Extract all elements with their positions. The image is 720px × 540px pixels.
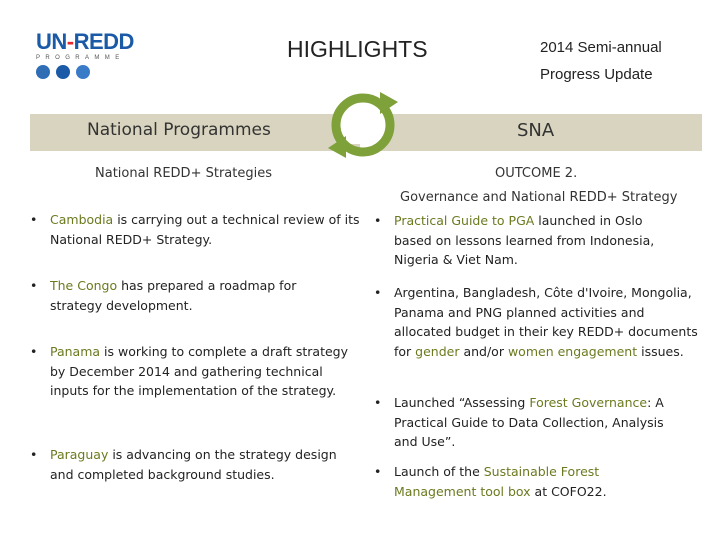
bullet-highlight: Practical Guide to PGA xyxy=(394,213,535,228)
report-title xyxy=(540,34,662,88)
bullet-text: is carrying out a technical review of its National REDD+ Strategy. xyxy=(50,212,360,247)
bullet-dot: • xyxy=(374,395,382,410)
bullet-dot: • xyxy=(30,344,38,359)
bullet-highlight: gender xyxy=(415,343,460,359)
logo-programme: PROGRAMME xyxy=(36,55,125,61)
bullet-text: is working to complete a draft strategy by December 2014 and gathering technical inputs for the implementation of the strategy. xyxy=(50,344,348,398)
national-programmes-label: National Programmes xyxy=(87,120,271,140)
logo-wordmark xyxy=(36,30,136,54)
report-line-2: Progress Update xyxy=(540,66,653,83)
fao-icon xyxy=(36,65,50,79)
bullet-text: Launch of the xyxy=(394,464,484,479)
bullet-dot: • xyxy=(374,285,382,300)
page-title: HIGHLIGHTS xyxy=(287,36,428,62)
right-bullet-1 xyxy=(374,211,674,270)
bullet-text: is advancing on the strategy design and completed background studies. xyxy=(50,447,337,482)
bullet-text: has prepared a roadmap for strategy development. xyxy=(50,278,297,313)
logo-redd: REDD xyxy=(73,29,134,54)
bullet-highlight: Panama xyxy=(50,344,101,359)
bullet-text: issues. xyxy=(637,343,684,359)
unep-icon xyxy=(76,65,90,79)
report-line-1: 2014 Semi-annual xyxy=(540,39,662,56)
bullet-dot: • xyxy=(30,212,38,227)
sna-label: SNA xyxy=(517,120,555,141)
bullet-highlight: Sustainable Forest Management tool box xyxy=(394,464,600,499)
bullet-highlight: Paraguay xyxy=(50,447,109,462)
bullet-text: at COFO22. xyxy=(530,483,607,499)
logo-un: UN xyxy=(36,29,67,54)
right-heading-line-1: OUTCOME 2. xyxy=(495,166,578,181)
bullet-highlight: Forest Governance xyxy=(529,395,648,410)
bullet-text: launched in Oslo based on lessons learned from Indonesia, Nigeria & Viet Nam. xyxy=(394,213,655,267)
logo-dash: - xyxy=(66,29,74,54)
bullet-text: Launched “Assessing xyxy=(394,395,530,410)
bullet-text: Argentina, Bangladesh, Côte d'Ivoire, Mongolia, Panama and PNG planned activities and allocated budget in their key REDD+ documents for xyxy=(394,285,698,359)
left-heading: National REDD+ Strategies xyxy=(95,166,272,181)
partner-logos xyxy=(36,65,136,79)
bullet-highlight: women engagement xyxy=(507,343,638,359)
right-heading-line-2: Governance and National REDD+ Strategy xyxy=(400,190,678,205)
bullet-text: : A Practical Guide to Data Collection, Analysis and Use”. xyxy=(394,395,664,449)
left-bullet-2 xyxy=(30,276,340,315)
bullet-dot: • xyxy=(30,278,38,293)
left-bullet-3 xyxy=(30,342,360,401)
right-bullet-2 xyxy=(374,283,700,361)
right-bullet-3 xyxy=(374,393,686,452)
bullet-dot: • xyxy=(374,464,382,479)
bullet-dot: • xyxy=(30,447,38,462)
bullet-highlight: Cambodia xyxy=(50,212,114,227)
bullet-highlight: The Congo xyxy=(50,278,118,293)
right-bullet-4 xyxy=(374,462,664,501)
circular-arrows-icon xyxy=(318,80,408,170)
left-bullet-1 xyxy=(30,210,360,249)
undp-icon xyxy=(56,65,70,79)
bullet-dot: • xyxy=(374,213,382,228)
un-redd-logo xyxy=(36,30,136,79)
left-bullet-4 xyxy=(30,445,360,484)
bullet-text: and/or xyxy=(459,343,508,359)
